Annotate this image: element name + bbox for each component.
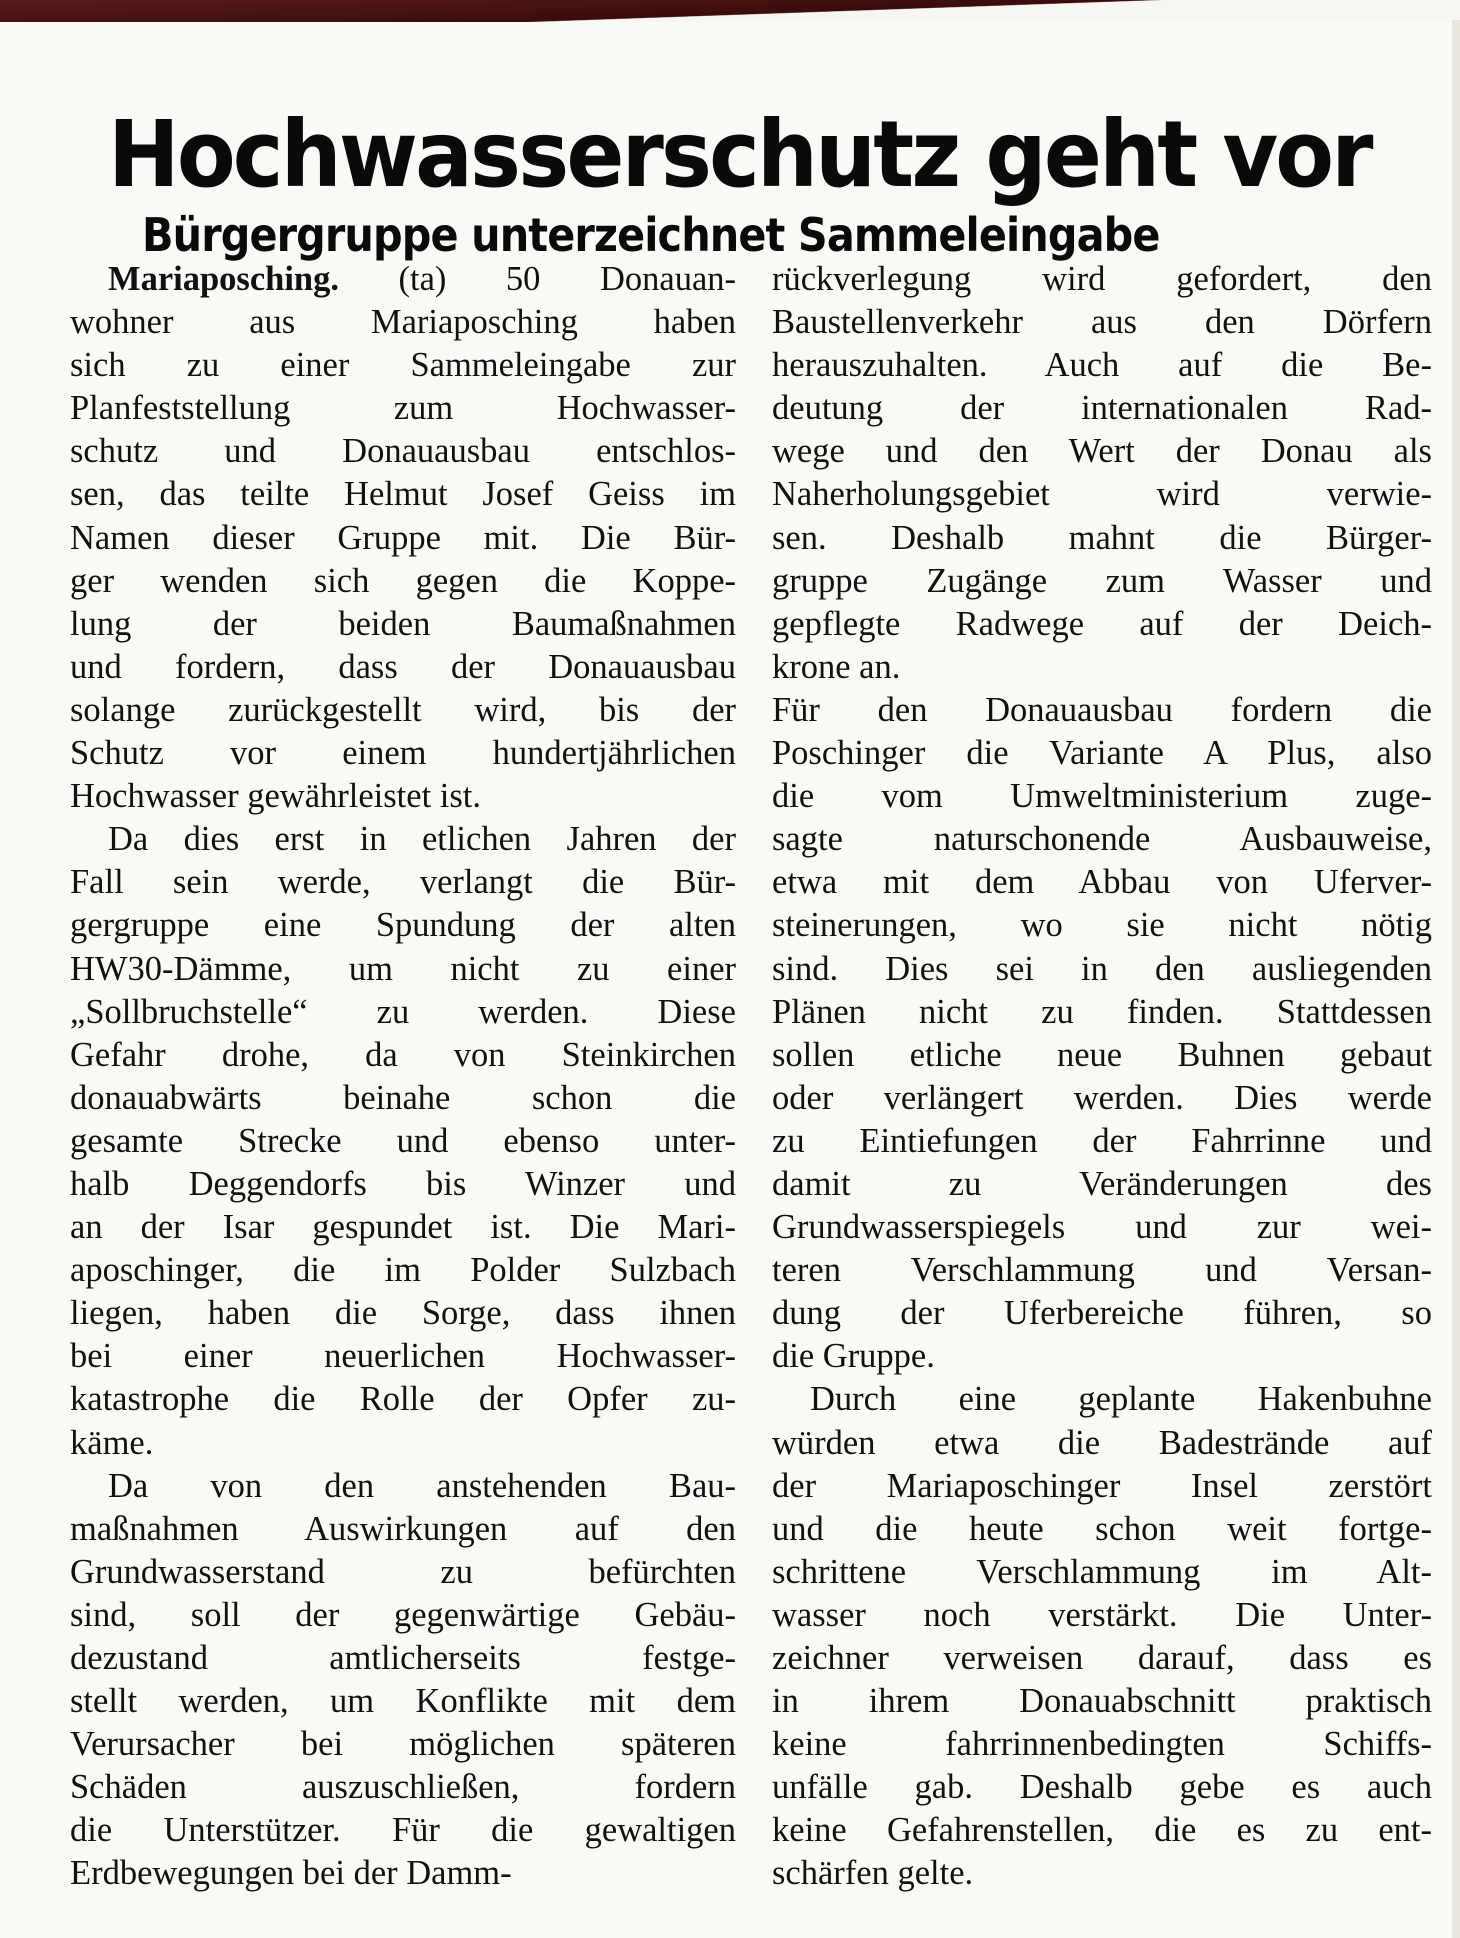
text-line: die Unterstützer. Für die gewaltigen (70, 1811, 736, 1850)
text-line: krone an. (772, 647, 901, 686)
article-paragraph (772, 1378, 1432, 1895)
text-line: die Gruppe. (772, 1337, 935, 1376)
article-paragraph (70, 258, 736, 818)
text-line: Poschinger die Variante A Plus, also (772, 734, 1432, 773)
text-line: Für den Donauausbau fordern die (772, 690, 1432, 729)
text-line: Fall sein werde, verlangt die Bür- (70, 863, 736, 902)
text-line: sind. Dies sei in den ausliegenden (772, 949, 1432, 988)
subheadline: Bürgergruppe unterzeichnet Sammeleingabe (142, 208, 1160, 263)
text-line: steinerungen, wo sie nicht nötig (772, 906, 1432, 945)
article-paragraph (772, 258, 1432, 689)
text-line: Plänen nicht zu finden. Stattdessen (772, 992, 1432, 1031)
text-line: wege und den Wert der Donau als (772, 432, 1432, 471)
text-line: sich zu einer Sammeleingabe zur (70, 346, 736, 385)
text-line: in ihrem Donauabschnitt praktisch (772, 1682, 1432, 1721)
text-line: keine Gefahrenstellen, die es zu ent- (772, 1811, 1432, 1850)
text-line: aposchinger, die im Polder Sulzbach (70, 1251, 736, 1290)
text-line: Grundwasserstand zu befürchten (70, 1552, 736, 1591)
text-line: Schäden auszuschließen, fordern (70, 1768, 736, 1807)
text-line: deutung der internationalen Rad- (772, 389, 1432, 428)
text-line: schrittene Verschlammung im Alt- (772, 1552, 1432, 1591)
text-line: dezustand amtlicherseits festge- (70, 1639, 736, 1677)
text-line: Grundwasserspiegels und zur wei- (772, 1208, 1432, 1247)
text-line: an der Isar gespundet ist. Die Mari- (70, 1208, 736, 1247)
text-line: Hochwasser gewährleistet ist. (70, 777, 482, 816)
article-column-left (70, 258, 736, 1896)
headline: Hochwasserschutz geht vor (108, 100, 1371, 208)
text-line: damit zu Veränderungen des (772, 1164, 1432, 1203)
text-line: herauszuhalten. Auch auf die Be- (772, 346, 1432, 385)
text-line: bei einer neuerlichen Hochwasser- (70, 1337, 736, 1376)
text-line: Gefahr drohe, da von Steinkirchen (70, 1035, 736, 1074)
text-line: Mariaposching. (ta) 50 Donauan- (108, 260, 736, 298)
text-line: gesamte Strecke und ebenso unter- (70, 1121, 736, 1160)
article-paragraph (70, 1465, 736, 1896)
text-line: keine fahrrinnenbedingten Schiffs- (772, 1725, 1432, 1764)
text-line: der Mariaposchinger Insel zerstört (772, 1466, 1432, 1505)
text-line: katastrophe die Rolle der Opfer zu- (70, 1380, 736, 1419)
text-line: käme. (70, 1423, 154, 1462)
article-column-right (772, 258, 1432, 1896)
dateline: Mariaposching. (108, 260, 339, 298)
text-line: maßnahmen Auswirkungen auf den (70, 1509, 736, 1548)
text-line: ger wenden sich gegen die Koppe- (70, 561, 736, 600)
text-line: Baustellenverkehr aus den Dörfern (772, 303, 1432, 342)
text-line: wasser noch verstärkt. Die Unter- (772, 1595, 1432, 1634)
text-line: donauabwärts beinahe schon die (70, 1078, 736, 1117)
text-line: stellt werden, um Konflikte mit dem (70, 1682, 736, 1721)
text-line: Naherholungsgebiet wird verwie- (772, 475, 1432, 514)
text-line: sagte naturschonende Ausbauweise, (772, 820, 1432, 859)
text-line: würden etwa die Badestrände auf (772, 1423, 1432, 1462)
text-line: Verursacher bei möglichen späteren (70, 1725, 736, 1764)
text-line: und fordern, dass der Donauausbau (70, 647, 736, 686)
text-line: gergruppe eine Spundung der alten (70, 906, 736, 945)
text-line: „Sollbruchstelle“ zu werden. Diese (70, 992, 736, 1031)
text-line: zu Eintiefungen der Fahrrinne und (772, 1121, 1432, 1160)
text-line: dung der Uferbereiche führen, so (772, 1294, 1432, 1333)
text-line: sollen etliche neue Buhnen gebaut (772, 1035, 1432, 1074)
text-line: halb Deggendorfs bis Winzer und (70, 1164, 736, 1203)
text-line: schutz und Donauausbau entschlos- (70, 432, 736, 471)
text-line: sen, das teilte Helmut Josef Geiss im (70, 475, 736, 514)
text-line: rückverlegung wird gefordert, den (772, 260, 1432, 298)
text-line: sen. Deshalb mahnt die Bürger- (772, 518, 1432, 557)
text-line: zeichner verweisen darauf, dass es (772, 1639, 1432, 1677)
text-line: Da dies erst in etlichen Jahren der (108, 820, 736, 859)
text-line: solange zurückgestellt wird, bis der (70, 690, 736, 729)
article-paragraph (772, 689, 1432, 1379)
text-line: oder verlängert werden. Dies werde (772, 1078, 1432, 1117)
text-line: gepflegte Radwege auf der Deich- (772, 604, 1432, 643)
text-line: unfälle gab. Deshalb gebe es auch (772, 1768, 1432, 1807)
text-line: teren Verschlammung und Versan- (772, 1251, 1432, 1290)
text-line: schärfen gelte. (772, 1854, 974, 1893)
photo-background-edge (0, 0, 1460, 22)
text-line: liegen, haben die Sorge, dass ihnen (70, 1294, 736, 1333)
text-line: Planfeststellung zum Hochwasser- (70, 389, 736, 428)
text-line: die vom Umweltministerium zuge- (772, 777, 1432, 816)
text-line: und die heute schon weit fortge- (772, 1509, 1432, 1548)
text-line: gruppe Zugänge zum Wasser und (772, 561, 1432, 600)
text-line: Durch eine geplante Hakenbuhne (810, 1380, 1432, 1419)
article-paragraph (70, 818, 736, 1464)
text-line: etwa mit dem Abbau von Uferver- (772, 863, 1432, 902)
text-line: Da von den anstehenden Bau- (108, 1466, 736, 1505)
text-line: Namen dieser Gruppe mit. Die Bür- (70, 518, 736, 557)
text-line: Schutz vor einem hundertjährlichen (70, 734, 736, 773)
text-line: HW30-Dämme, um nicht zu einer (70, 949, 736, 988)
text-line: lung der beiden Baumaßnahmen (70, 604, 736, 643)
text-line: sind, soll der gegenwärtige Gebäu- (70, 1595, 736, 1634)
paper-edge (1452, 20, 1460, 1938)
text-line: Erdbewegungen bei der Damm- (70, 1854, 512, 1893)
text-line: wohner aus Mariaposching haben (70, 303, 736, 342)
